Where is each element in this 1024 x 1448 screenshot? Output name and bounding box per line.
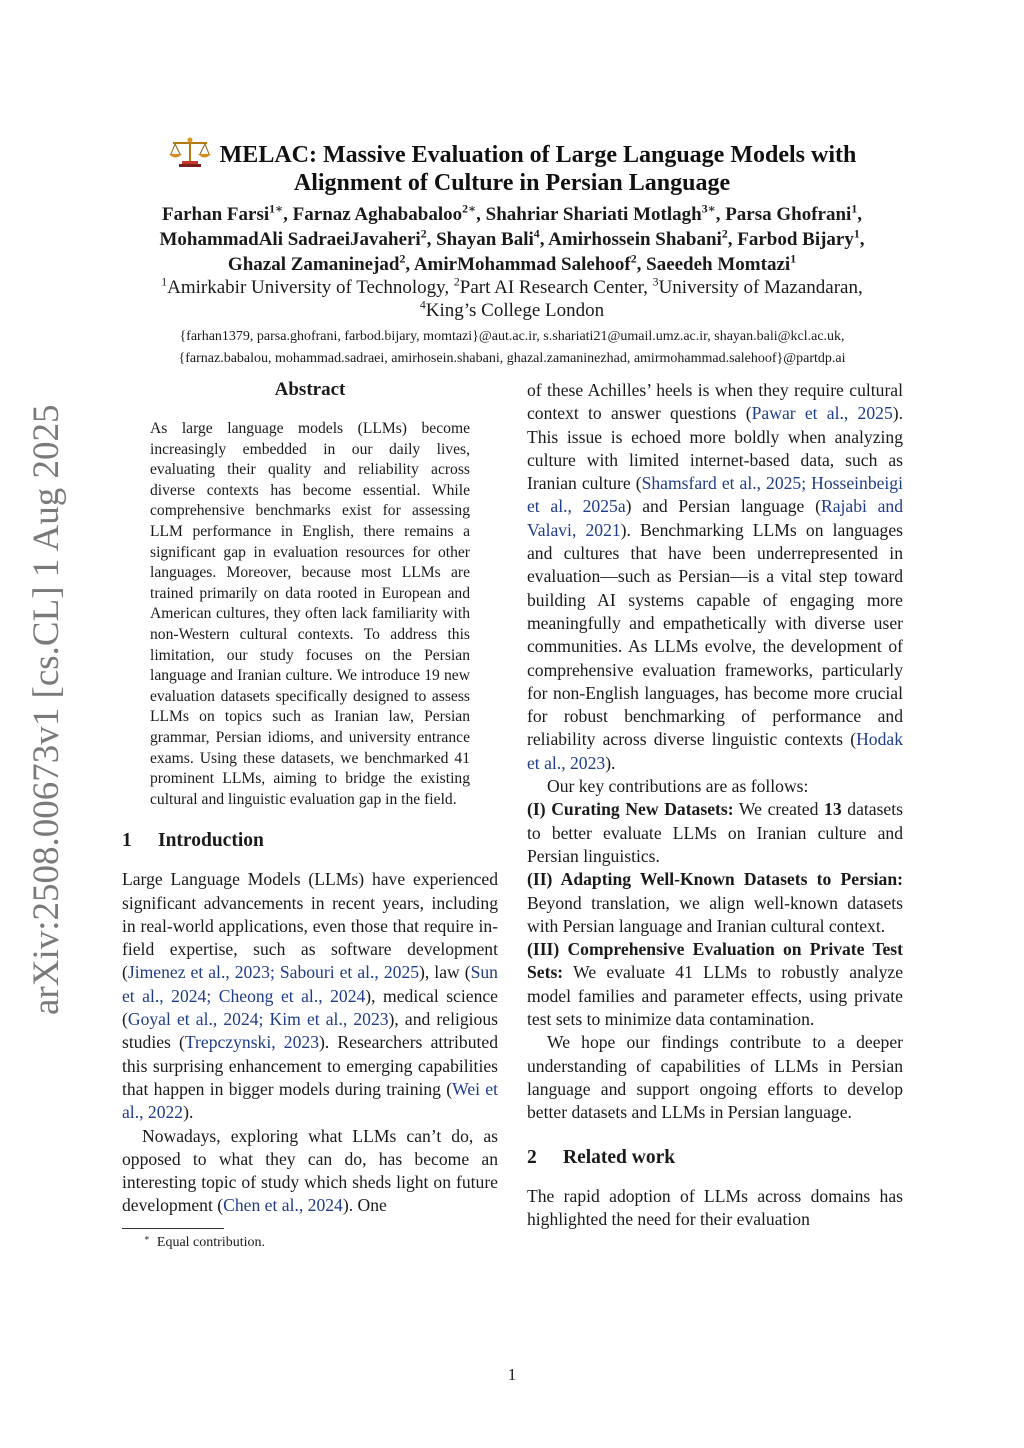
affiliation-name: University of Mazandaran, (658, 277, 863, 298)
author-mark: 2 (399, 252, 406, 266)
scales-of-justice-icon (168, 136, 212, 168)
citation-link[interactable]: Jimenez et al., 2023; Sabouri et al., 2025 (127, 962, 420, 983)
affiliation-mark: 1 (161, 275, 168, 289)
abstract-heading: Abstract (274, 379, 346, 400)
author-name: Parsa Ghofrani (725, 204, 852, 225)
author-line-3: Ghazal Zamaninejad$^2$, AmirMohammad Salehoof$^2$, Saeedeh Momtazi$^1$ (227, 252, 797, 275)
author-name: Farhan Farsi (162, 204, 270, 225)
contribution-label: (I) Curating New Datasets: (527, 799, 734, 820)
section-heading-introduction (122, 828, 498, 854)
body-text: ). (183, 1102, 194, 1123)
email-line-2[interactable]: {farnaz.babalou, mohammad.sadraei, amirhosein.shabani, ghazal.zamaninezhad, amirmohammad.salehoof}@partdp.ai (178, 351, 846, 366)
body-text: We evaluate 41 LLMs to robustly analyze model families and parameter effects, using private test sets to minimize data contamination. (527, 962, 903, 1030)
section-title: Related work (563, 1146, 676, 1168)
author-mark: 1 (790, 252, 797, 266)
intro-paragraph-2-continued (527, 379, 903, 775)
page-number: 1 (507, 1365, 517, 1384)
author-name: MohammadAli SadraeiJavaheri (159, 229, 421, 250)
author-name: Saeedeh Momtazi (646, 254, 791, 275)
affiliation-name: Part AI Research Center, (459, 277, 648, 298)
author-name: Farbod Bijary (737, 229, 854, 250)
contribution-2 (527, 868, 903, 938)
affiliation-line-1 (56, 276, 968, 299)
author-name: Farnaz Aghababaloo (292, 204, 463, 225)
citation-link[interactable]: Shamsfard et al., 2025; Hosseinbeigi et al., 2025a (527, 473, 903, 517)
affiliations (56, 276, 968, 322)
section-number: 1 (122, 830, 132, 852)
body-text: We created (733, 799, 825, 820)
affiliation-mark: 4 (419, 298, 426, 312)
related-work-paragraph: The rapid adoption of LLMs across domains has highlighted the need for their evaluation (527, 1185, 903, 1229)
body-text: Nowadays, exploring what LLMs can’t do, as opposed to what they can do, has become an interesting topic of study which sheds light on future development ( (122, 1125, 498, 1216)
dataset-count: 13 (824, 799, 842, 820)
right-column (527, 379, 903, 1231)
section-heading-related-work (527, 1145, 903, 1171)
body-text: ). (605, 752, 616, 773)
body-text: ). Benchmarking LLMs on languages and cultures that have been underrepresented in evaluation—such as Persian—is a vital step toward building AI systems capable of engaging more meaningfully and empathetically with diverse user communities. As LLMs evolve, the development of comprehensive evaluation frameworks, particularly for non-English languages, has become more crucial for robust benchmarking of performance and reliability across diverse linguistic contexts ( (527, 519, 903, 750)
author-mark: 1 (851, 202, 858, 216)
body-text: ), law ( (419, 962, 471, 983)
author-mark: 1 (853, 227, 860, 241)
citation-link[interactable]: Sun et al., 2024; Cheong et al., 2024 (122, 962, 498, 1006)
author-mark: 1∗ (269, 202, 284, 216)
affiliation-name: King’s College London (425, 300, 605, 321)
affiliation-name: Amirkabir University of Technology, (167, 277, 450, 298)
author-mark: 2 (721, 227, 728, 241)
contribution-1 (527, 798, 903, 868)
arxiv-identifier: arXiv:2508.00673v1 [cs.CL] 1 Aug 2025 (26, 404, 67, 1015)
intro-paragraph-1 (122, 868, 498, 1124)
citation-link[interactable]: Hodak et al., 2023 (527, 729, 903, 773)
title-line-1 (70, 136, 954, 169)
footnote-divider (122, 1228, 224, 1229)
intro-paragraph-2 (122, 1125, 498, 1218)
citation-link[interactable]: Trepczynski, 2023 (184, 1032, 319, 1053)
body-text: ). Researchers attributed this surprising enhancement to emerging capabilities that happen in bigger models during training ( (122, 1032, 498, 1099)
body-text: of these Achilles’ heels is when they require cultural context to answer questions ( (527, 380, 903, 424)
contribution-label: (II) Adapting Well-Known Datasets to Persian: (527, 869, 903, 890)
affiliation-mark: 3 (652, 275, 659, 289)
body-text: ). This issue is echoed more boldly when analyzing culture with limited internet-based data, such as Iranian culture ( (527, 403, 904, 494)
footnote-mark: ∗ (144, 1232, 150, 1243)
footnote-text: Equal contribution. (156, 1234, 265, 1250)
author-emails (56, 326, 968, 370)
body-text: datasets to better evaluate LLMs on Iranian culture and Persian linguistics. (527, 799, 903, 866)
author-mark: 2 (630, 252, 637, 266)
author-name: AmirMohammad Salehoof (413, 254, 631, 275)
paper-title (70, 136, 954, 197)
section-number: 2 (527, 1146, 537, 1168)
body-text: ) and Persian language ( (625, 496, 821, 517)
email-line-1[interactable]: {farhan1379, parsa.ghofrani, farbod.bijary, momtazi}@aut.ac.ir, s.shariati21@umail.umz.ac.ir, shayan.bali@kcl.ac.uk, (179, 329, 845, 344)
closing-paragraph: We hope our findings contribute to a deeper understanding of capabilities of LLMs in Persian language and support ongoing efforts to develop better datasets and LLMs in Persian language. (527, 1032, 903, 1123)
author-name: Ghazal Zamaninejad (227, 254, 400, 275)
body-text: Beyond translation, we align well-known datasets with Persian language and Iranian cultural context. (527, 892, 903, 936)
citation-link[interactable]: Wei et al., 2022 (122, 1078, 498, 1123)
citation-link[interactable]: Pawar et al., 2025 (751, 403, 893, 424)
body-text: ), and religious studies ( (122, 1009, 498, 1053)
author-name: Shahriar Shariati Motlagh (485, 204, 702, 225)
author-mark: 2∗ (462, 202, 477, 216)
footnote (122, 1233, 498, 1253)
author-line-2: MohammadAli SadraeiJavaheri$^2$, Shayan Bali$^4$, Amirhossein Shabani$^2$, Farbod Bijary$^1$, (159, 227, 865, 250)
citation-link[interactable]: Rajabi and Valavi, 2021 (527, 496, 904, 540)
left-column (122, 377, 498, 1253)
section-title: Introduction (158, 830, 264, 852)
contribution-3 (527, 938, 903, 1031)
author-name: Shayan Bali (436, 229, 534, 250)
body-text: ), medical science ( (122, 985, 498, 1030)
contributions-intro: Our key contributions are as follows: (547, 776, 809, 797)
abstract-text: As large language models (LLMs) become increasingly embedded in our daily lives, evaluating their quality and reliability across diverse contexts has become essential. While comprehensive benchmarks exist for assessing LLM performance in English, there remains a significant gap in evaluation resources for other languages. Moreover, because most LLMs are trained primarily on data rooted in European and American cultures, they often lack familiarity with non-Western cultural contexts. To address this limitation, our study focuses on the Persian language and Iranian culture. We introduce 19 new evaluation datasets specifically designed to assess LLMs on topics such as Iranian law, Persian grammar, Persian idioms, and university entrance exams. Using these datasets, we benchmarked 41 prominent LLMs, aiming to bridge the existing cultural and linguistic evaluation gap in the field. (150, 420, 470, 808)
citation-link[interactable]: Chen et al., 2024 (223, 1195, 343, 1216)
affiliation-mark: 2 (453, 275, 460, 289)
title-text-1: MELAC: Massive Evaluation of Large Language Models with (219, 142, 857, 168)
affiliation-line-2 (56, 299, 968, 322)
author-mark: 3∗ (701, 202, 716, 216)
citation-link[interactable]: Goyal et al., 2024; Kim et al., 2023 (127, 1009, 389, 1030)
author-line-1: Farhan Farsi$^{1∗}$, Farnaz Aghababaloo$^{2∗}$, Shahriar Shariati Motlagh$^{3∗}$, Parsa Ghofrani$^1$, (162, 202, 862, 225)
author-mark: 2 (420, 227, 427, 241)
contribution-label: (III) Comprehensive Evaluation on Private Test Sets: (527, 939, 903, 983)
body-text: ). One (342, 1195, 387, 1216)
author-name: Amirhossein Shabani (548, 229, 722, 250)
body-text: Large Language Models (LLMs) have experienced significant advancements in recent years, including in real-world applications, even those that require in-field expertise, such as software development ( (122, 869, 498, 983)
title-line-2: Alignment of Culture in Persian Language (293, 170, 731, 196)
author-list (56, 202, 968, 277)
author-mark: 4 (533, 227, 540, 241)
